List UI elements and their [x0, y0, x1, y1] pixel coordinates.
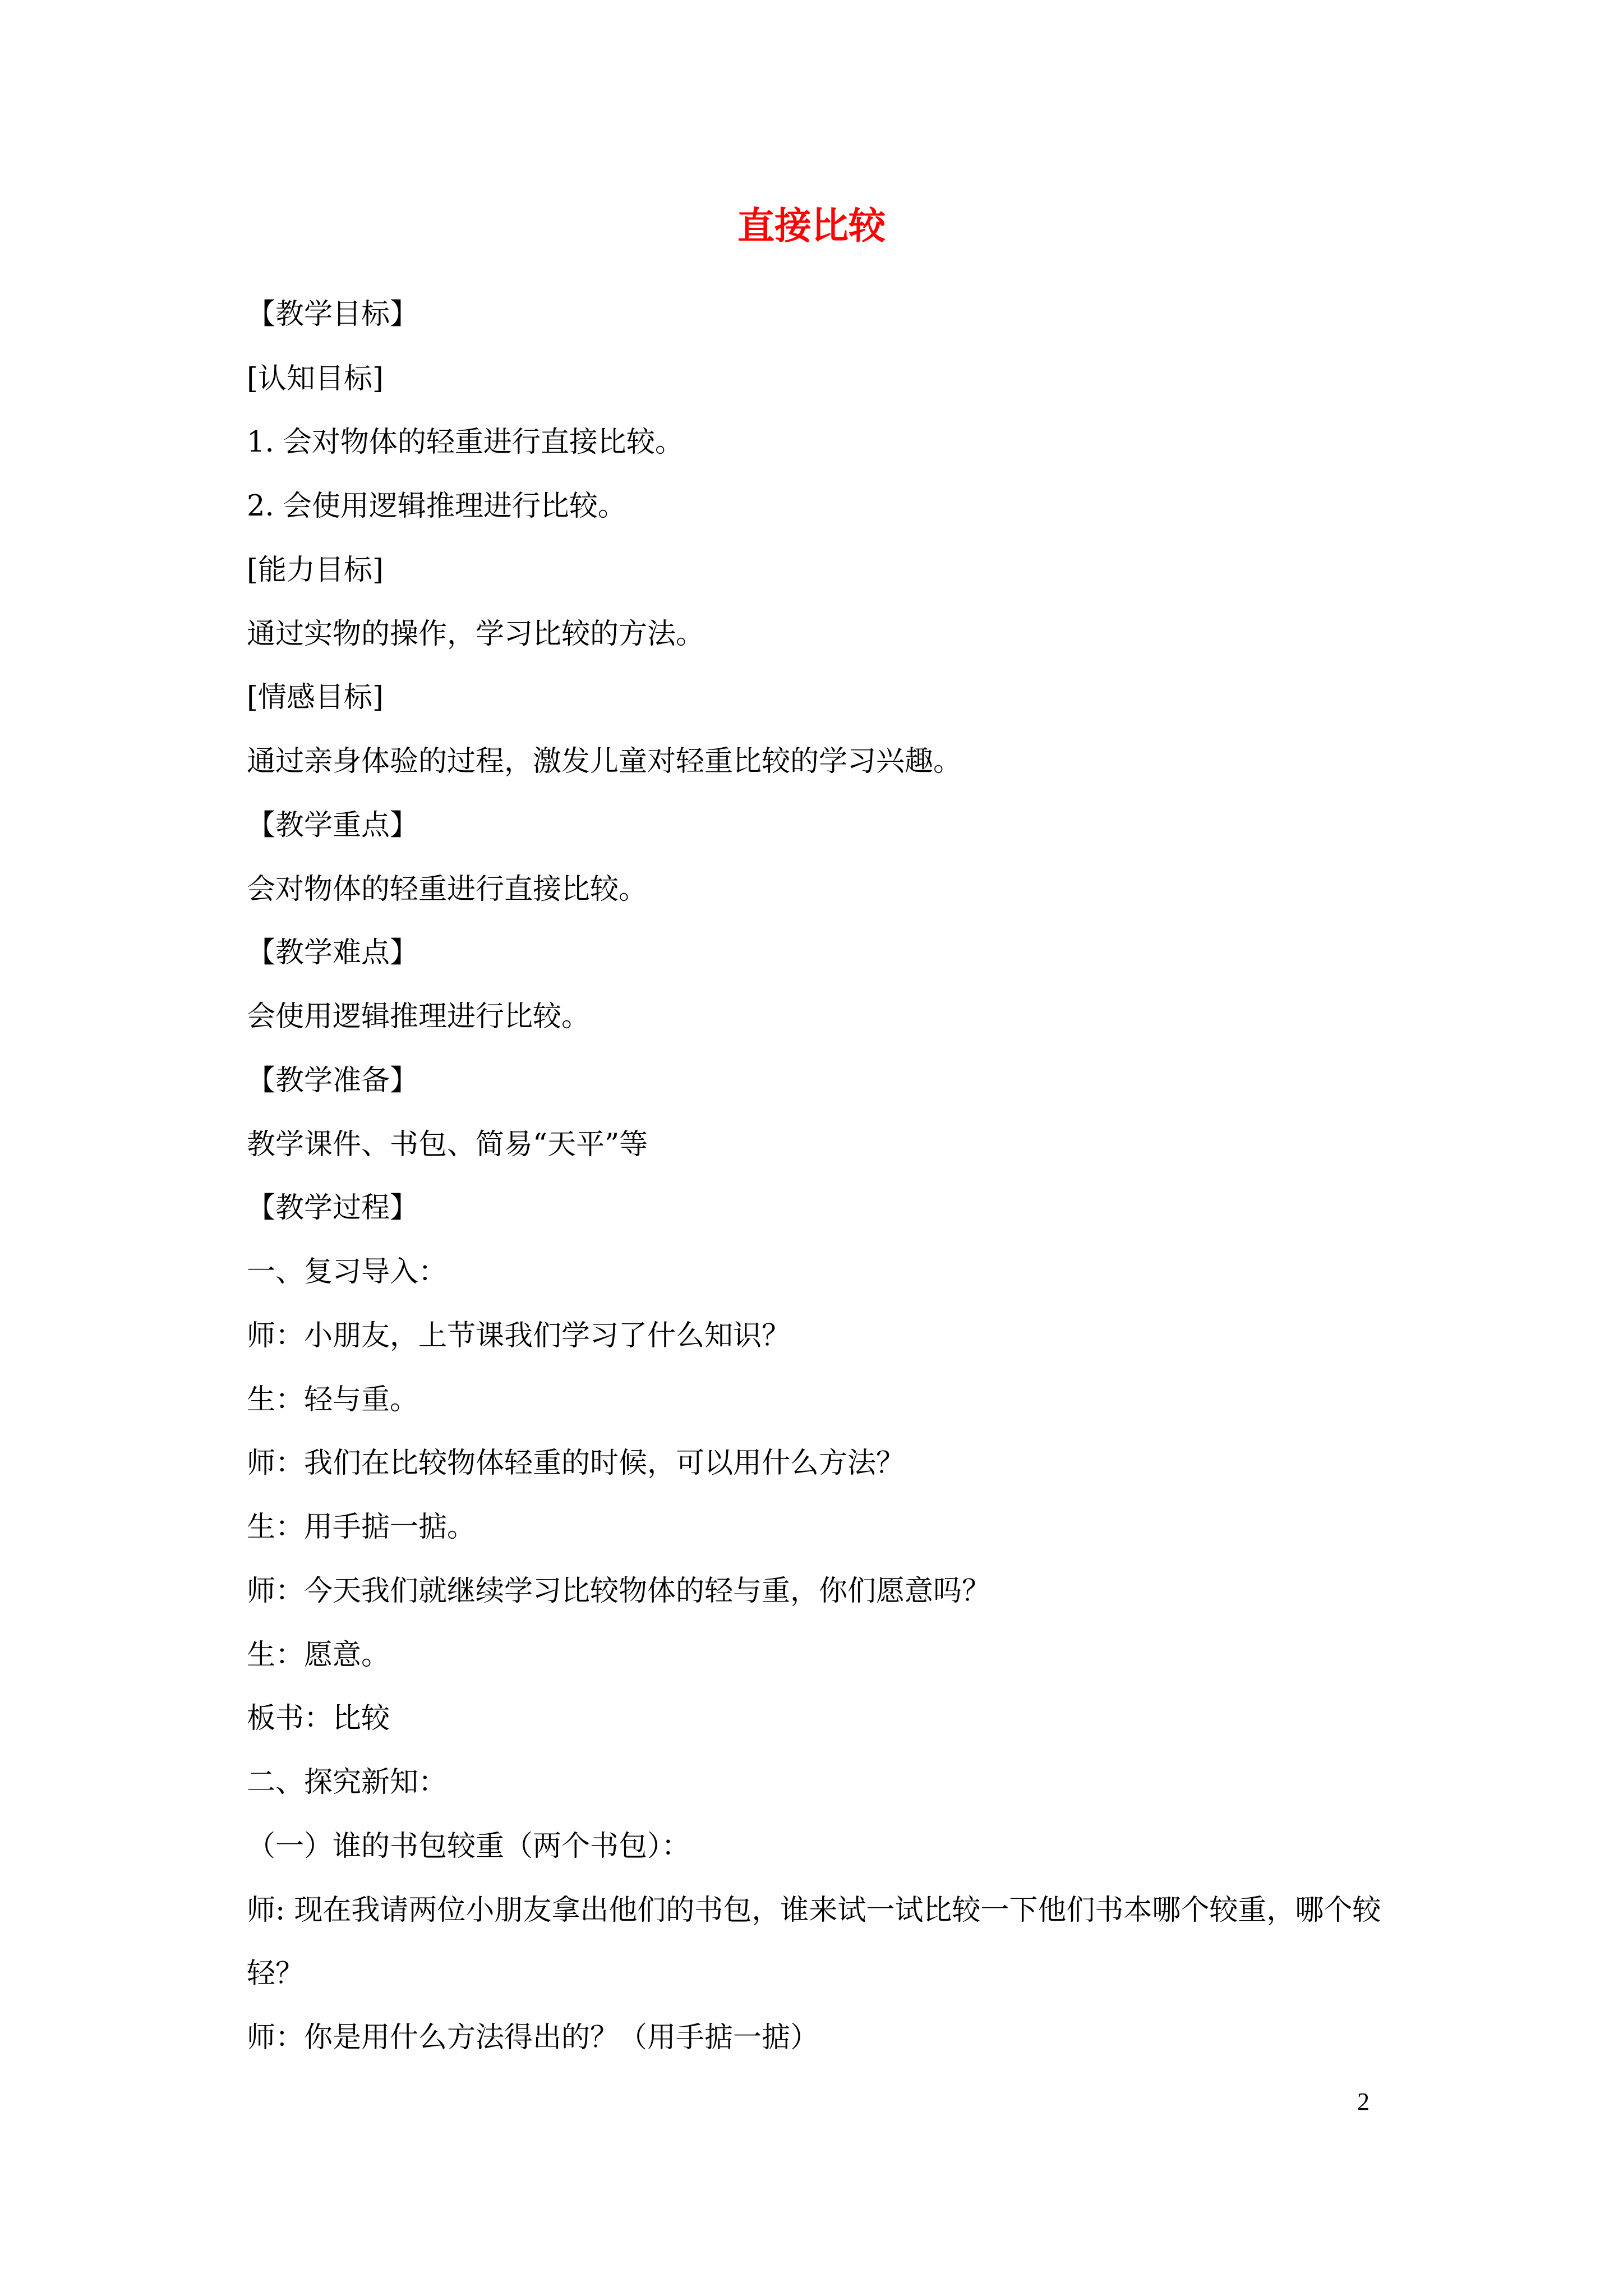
- paragraph-line: 会使用逻辑推理进行比较。: [247, 1000, 591, 1033]
- paragraph-line: 一、复习导入：: [247, 1255, 448, 1289]
- paragraph-line: 会对物体的轻重进行直接比较。: [247, 873, 648, 906]
- paragraph-line: 师：我们在比较物体轻重的时候，可以用什么方法？: [247, 1447, 905, 1480]
- subheading-cognitive-goals: [认知目标]: [247, 362, 384, 395]
- document-title: 直接比较: [737, 204, 886, 247]
- paragraph-line: 师：小朋友，上节课我们学习了什么知识？: [247, 1319, 791, 1352]
- paragraph-line: 师：今天我们就继续学习比较物体的轻与重，你们愿意吗？: [247, 1575, 991, 1608]
- paragraph-line: 生：轻与重。: [247, 1383, 419, 1416]
- paragraph-line: 二、探究新知：: [247, 1766, 448, 1799]
- paragraph-line: 2. 会使用逻辑推理进行比较。: [247, 490, 626, 523]
- page-number: 2: [1357, 2088, 1370, 2115]
- paragraph-line: 轻？: [247, 1957, 305, 1990]
- section-heading-process: 【教学过程】: [247, 1191, 419, 1225]
- paragraph-line: 师: 现在我请两位小朋友拿出他们的书包，谁来试一试比较一下他们书本哪个较重，哪个较: [247, 1894, 1381, 1927]
- paragraph-line: 生：愿意。: [247, 1639, 390, 1672]
- subheading-emotional-goals: [情感目标]: [247, 681, 384, 714]
- section-heading-preparation: 【教学准备】: [247, 1064, 419, 1097]
- section-heading-difficulties: 【教学难点】: [247, 936, 419, 969]
- paragraph-line: （一）谁的书包较重（两个书包）：: [247, 1830, 690, 1863]
- paragraph-line: 教学课件、书包、简易“天平”等: [247, 1128, 648, 1161]
- paragraph-line: 通过实物的操作，学习比较的方法。: [247, 618, 705, 651]
- paragraph-line: 通过亲身体验的过程，激发儿童对轻重比较的学习兴趣。: [247, 745, 962, 778]
- section-heading-key-points: 【教学重点】: [247, 809, 419, 842]
- paragraph-line: 板书：比较: [247, 1702, 390, 1735]
- subheading-ability-goals: [能力目标]: [247, 554, 384, 587]
- section-heading-teaching-goals: 【教学目标】: [247, 298, 419, 331]
- paragraph-line: 1. 会对物体的轻重进行直接比较。: [247, 426, 684, 459]
- paragraph-line: 生：用手掂一掂。: [247, 1511, 476, 1544]
- paragraph-line: 师：你是用什么方法得出的？（用手掂一掂）: [247, 2021, 819, 2054]
